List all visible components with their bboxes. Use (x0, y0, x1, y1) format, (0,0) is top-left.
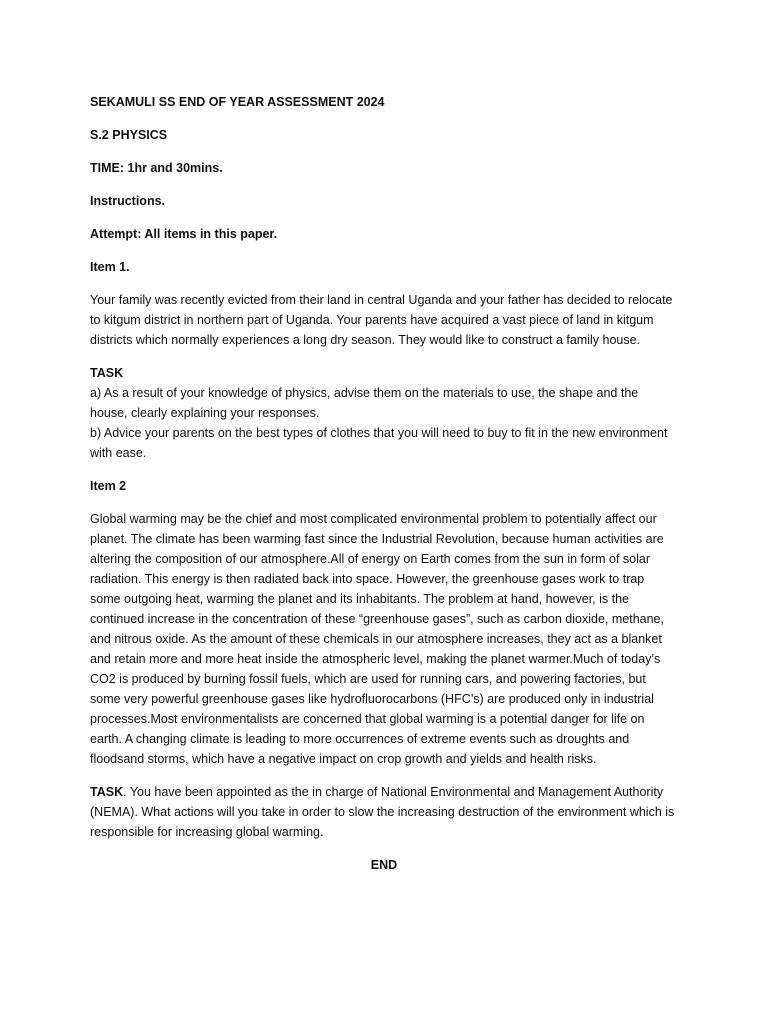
item1-heading: Item 1. (90, 260, 130, 274)
item2-task (90, 782, 678, 842)
item1-task-heading: TASK (90, 366, 124, 380)
item1-task (90, 363, 678, 463)
instructions-heading: Instructions. (90, 194, 166, 208)
item1-task-a: a) As a result of your knowledge of physics, advise them on the materials to use, the shape and the house, clearly explaining your responses. (90, 386, 639, 420)
exam-title: SEKAMULI SS END OF YEAR ASSESSMENT 2024 (90, 95, 385, 109)
item1-task-b: b) Advice your parents on the best types of clothes that you will need to buy to fit in the new environment with ease. (90, 426, 668, 460)
item1-scenario: Your family was recently evicted from their land in central Uganda and your father has decided to relocate to kitgum district in northern part of Uganda. Your parents have acquired a vast piece of land in kitgum districts which normally experiences a long dry season. They would like to construct a family house. (90, 293, 673, 347)
item2-heading: Item 2 (90, 479, 127, 493)
item2-scenario: Global warming may be the chief and most complicated environmental problem to potentially affect our planet. The climate has been warming fast since the Industrial Revolution, because human activities are altering the composition of our atmosphere.All of energy on Earth comes from the sun in form of solar radiation. This energy is then radiated back into space. However, the greenhouse gases work to trap some outgoing heat, warming the planet and its inhabitants. The problem at hand, however, is the continued increase in the concentration of these “greenhouse gases”, such as carbon dioxide, methane, and nitrous oxide. As the amount of these chemicals in our atmosphere increases, they act as a blanket and retain more and more heat inside the atmospheric level, making the planet warmer.Much of today’s CO2 is produced by burning fossil fuels, which are used for running cars, and powering factories, but some very powerful greenhouse gases like hydrofluorocarbons (HFC’s) are produced only in industrial processes.Most environmentalists are concerned that global warming is a potential danger for life on earth. A changing climate is leading to more occurrences of extreme events such as droughts and floodsand storms, which have a negative impact on crop growth and yields and health risks. (90, 512, 664, 766)
time-allowed: TIME: 1hr and 30mins. (90, 161, 223, 175)
item2-task-text: . You have been appointed as the in charge of National Environmental and Management Authority (NEMA). What actions will you take in order to slow the increasing destruction of the environment which is responsible for increasing global warming. (90, 785, 675, 839)
subject-heading: S.2 PHYSICS (90, 128, 168, 142)
attempt-instruction: Attempt: All items in this paper. (90, 227, 278, 241)
exam-paper (90, 92, 678, 875)
item2-task-label: TASK (90, 785, 124, 799)
end-marker: END (370, 858, 398, 872)
